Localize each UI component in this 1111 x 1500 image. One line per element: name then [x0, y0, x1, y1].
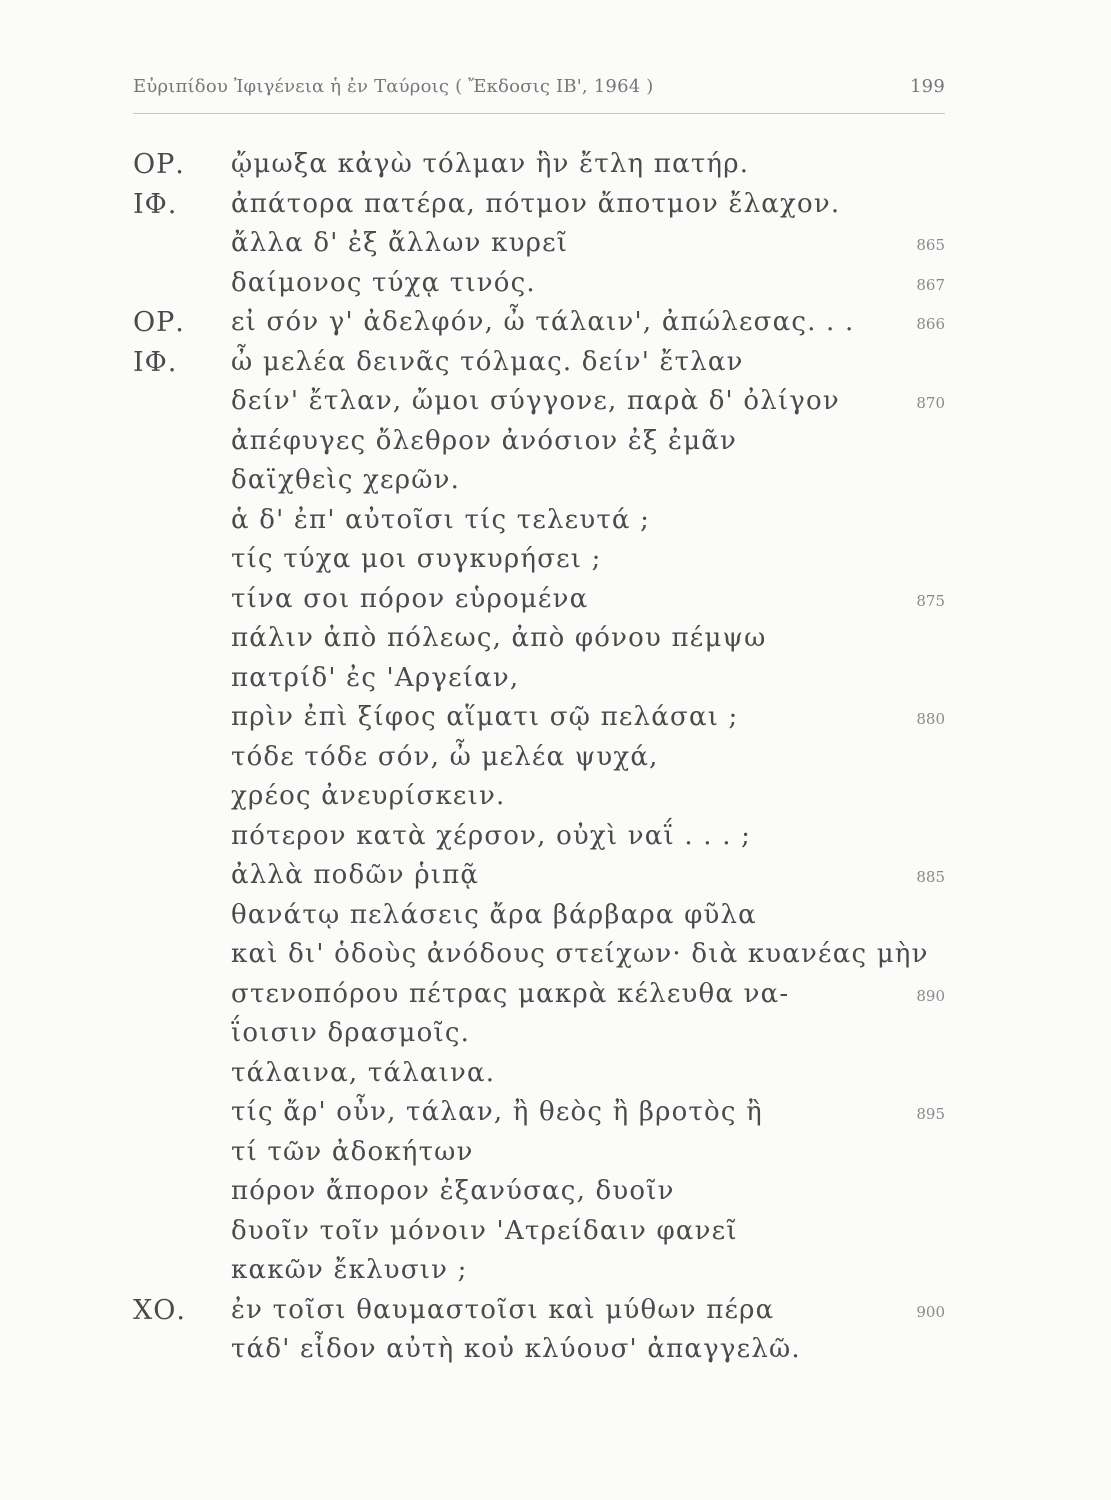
- verse-line: [0, 1172, 1111, 1212]
- line-number: 870: [916, 394, 945, 412]
- line-number: 865: [916, 236, 945, 254]
- speaker-label: ΟΡ.: [133, 149, 185, 180]
- verse-text: τί τῶν ἀδοκήτων: [231, 1136, 474, 1167]
- verse-text: ἀπέφυγες ὄλεθρον ἀνόσιον ἐξ ἐμᾶν: [231, 425, 738, 456]
- line-number: 880: [916, 710, 945, 728]
- verse-line: [0, 777, 1111, 817]
- verse-text: πρὶν ἐπὶ ξίφος αἵματι σῷ πελάσαι ;: [231, 702, 739, 732]
- verse-text: πάλιν ἀπὸ πόλεως, ἀπὸ φόνου πέμψω: [231, 623, 767, 653]
- verse-text: ᾤμωξα κἀγὼ τόλμαν ἣν ἔτλη πατήρ.: [231, 149, 750, 179]
- verse-line: [0, 896, 1111, 936]
- verse-line: [0, 145, 1111, 185]
- verse-text: τίς τύχα μοι συγκυρήσει ;: [231, 544, 602, 574]
- verse-text: τίς ἄρ' οὖν, τάλαν, ἢ θεὸς ἢ βροτὸς ἢ: [231, 1097, 763, 1127]
- verse-text: τάλαινα, τάλαινα.: [231, 1057, 496, 1088]
- verse-line: [0, 461, 1111, 501]
- verse-line: [0, 303, 1111, 343]
- verse-line: [0, 1330, 1111, 1370]
- verse-line: [0, 1014, 1111, 1054]
- verse-text: εἰ σόν γ' ἀδελφόν, ὦ τάλαιν', ἀπώλεσας. . .: [231, 307, 855, 337]
- verse-line: [0, 738, 1111, 778]
- header-rule: [133, 113, 945, 114]
- verse-text: δαϊχθεὶς χερῶν.: [231, 465, 461, 495]
- verse-text: πατρίδ' ἐς 'Αργείαν,: [231, 662, 520, 693]
- verse-line: [0, 659, 1111, 699]
- verse-text: χρέος ἀνευρίσκειν.: [231, 781, 506, 811]
- verse-line: [0, 422, 1111, 462]
- verse-line: [0, 817, 1111, 857]
- verse-text: κακῶν ἔκλυσιν ;: [231, 1255, 468, 1285]
- verse-line: [0, 185, 1111, 225]
- verse-line: [0, 619, 1111, 659]
- verse-line: [0, 580, 1111, 620]
- line-number: 866: [916, 315, 945, 333]
- verse-line: [0, 1054, 1111, 1094]
- verse-text: δείν' ἔτλαν, ὤμοι σύγγονε, παρὰ δ' ὀλίγον: [231, 386, 840, 416]
- verse-text: τίνα σοι πόρον εὑρομένα: [231, 583, 589, 614]
- verse-text: ΐοισιν δρασμοῖς.: [231, 1018, 471, 1048]
- running-header: [133, 76, 945, 106]
- line-number: 890: [916, 986, 945, 1005]
- page-number: 199: [910, 76, 945, 97]
- speaker-label: ΧΟ.: [133, 1294, 186, 1326]
- verse-line: [0, 1093, 1111, 1133]
- verse-line: [0, 698, 1111, 738]
- running-title: Εὐριπίδου Ἰφιγένεια ἡ ἐν Ταύροις ( Ἔκδοσις ΙΒ', 1964 ): [133, 76, 654, 97]
- verse-line: [0, 935, 1111, 975]
- verse-text: ὦ μελέα δεινᾶς τόλμας. δείν' ἔτλαν: [231, 346, 744, 377]
- verse-text: δαίμονος τύχᾳ τινός.: [231, 267, 536, 298]
- verse-line: [0, 1291, 1111, 1331]
- speaker-label: ΟΡ.: [133, 307, 185, 338]
- verse-text: ἐν τοῖσι θαυμαστοῖσι καὶ μύθων πέρα: [231, 1294, 775, 1325]
- line-number: 875: [916, 591, 945, 610]
- verse-line: [0, 1212, 1111, 1252]
- verse-line: [0, 382, 1111, 422]
- verse-text: ἁ δ' ἐπ' αὐτοῖσι τίς τελευτά ;: [231, 504, 651, 535]
- verse-line: [0, 856, 1111, 896]
- verse-line: [0, 501, 1111, 541]
- verse-line: [0, 540, 1111, 580]
- verse-text: ἀλλὰ ποδῶν ῥιπᾷ: [231, 860, 480, 890]
- verse-line: [0, 343, 1111, 383]
- verse-line: [0, 975, 1111, 1015]
- verse-text: πότερον κατὰ χέρσον, οὐχὶ ναΐ . . . ;: [231, 820, 752, 851]
- verse-text: θανάτῳ πελάσεις ἄρα βάρβαρα φῦλα: [231, 899, 757, 930]
- verse-line: [0, 264, 1111, 304]
- verse-text: δυοῖν τοῖν μόνοιν 'Ατρείδαιν φανεῖ: [231, 1215, 738, 1246]
- line-number: 900: [916, 1302, 945, 1321]
- verse-text: τάδ' εἶδον αὐτὴ κοὐ κλύουσ' ἀπαγγελῶ.: [231, 1334, 801, 1364]
- verse-text: στενοπόρου πέτρας μακρὰ κέλευθα να-: [231, 978, 790, 1009]
- speaker-label: ΙΦ.: [133, 346, 178, 378]
- verse-line: [0, 1251, 1111, 1291]
- verse-line: [0, 224, 1111, 264]
- verse-text: ἀπάτορα πατέρα, πότμον ἄποτμον ἔλαχον.: [231, 188, 841, 219]
- verse-text: καὶ δι' ὁδοὺς ἀνόδους στείχων· διὰ κυανέας μὴν: [231, 939, 929, 969]
- verse-text: ἄλλα δ' ἐξ ἄλλων κυρεῖ: [231, 228, 569, 258]
- speaker-label: ΙΦ.: [133, 188, 178, 220]
- verse-text: τόδε τόδε σόν, ὦ μελέα ψυχά,: [231, 741, 659, 772]
- line-number: 885: [916, 868, 945, 886]
- line-number: 867: [916, 275, 945, 294]
- verse-line: [0, 1133, 1111, 1173]
- line-number: 895: [916, 1105, 945, 1123]
- verse-text: πόρον ἄπορον ἐξανύσας, δυοῖν: [231, 1176, 675, 1206]
